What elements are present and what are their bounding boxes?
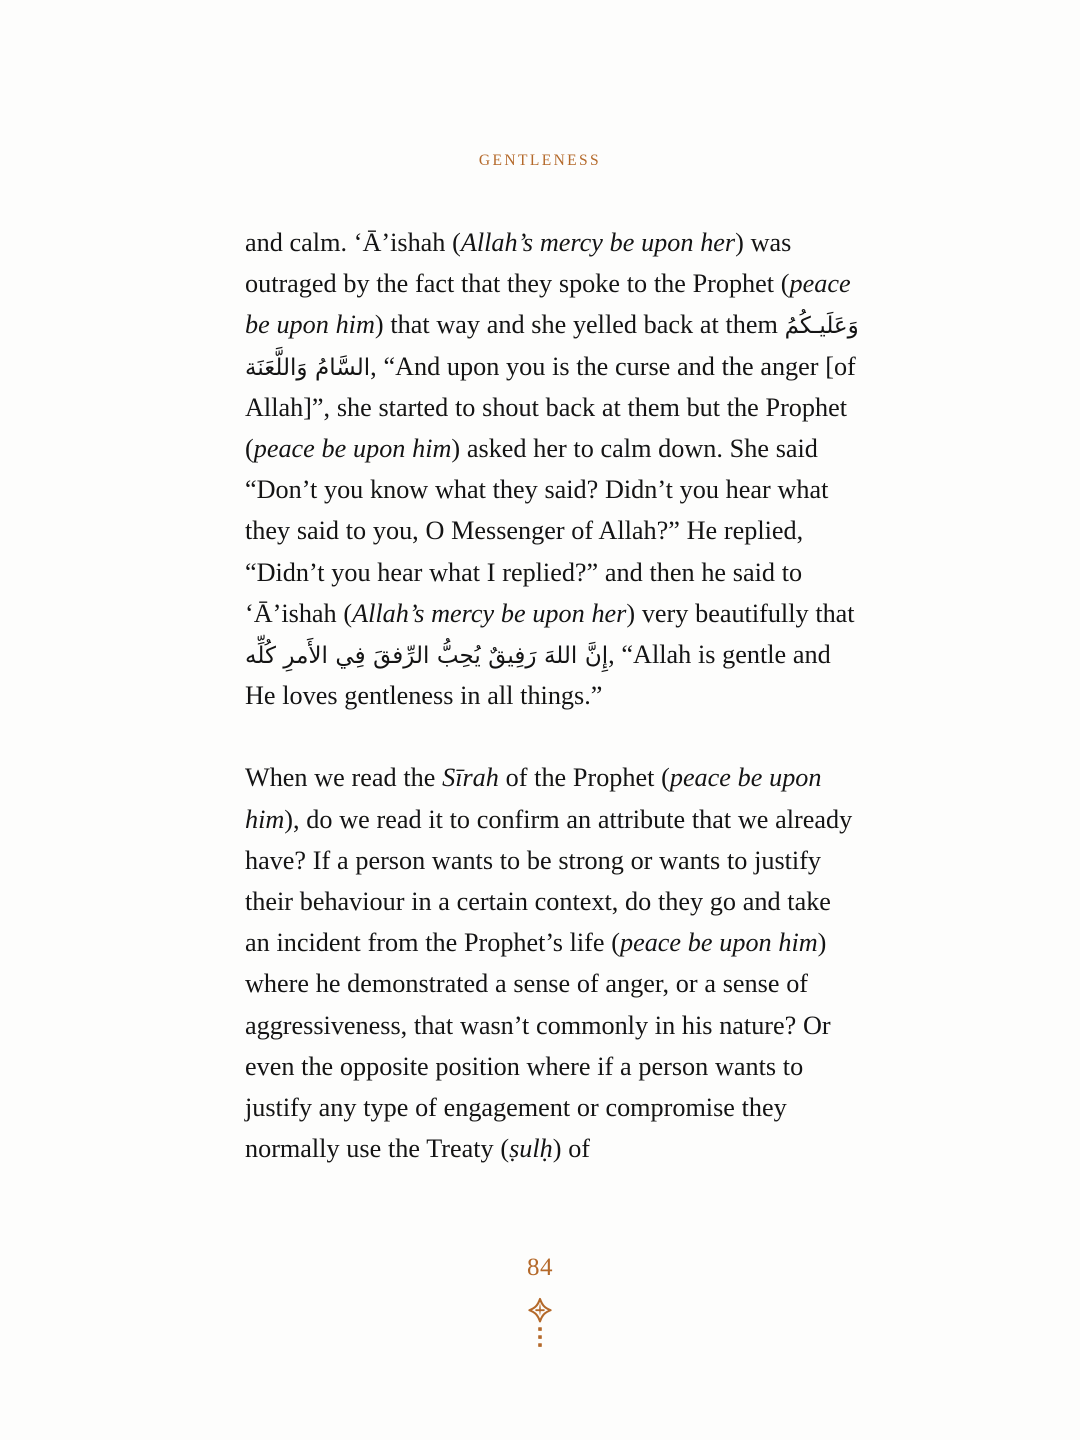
body-paragraph-1: and calm. ʻĀ’ishah (Allah’s mercy be upon her) was outraged by the fact that they spoke to the Prophet (peace be upon him) that way and she yelled back at them وَعَلَيـكُمُ السَّامُ وَاللَّعَنَة, “And upon you is the curse and the anger [of Allah]”, she started to shout back at them but the Prophet (peace be upon him) asked her to calm down. She said “Don’t you know what they said? Didn’t you hear what they said to you, O Messenger of Allah?” He replied, “Didn’t you hear what I replied?” and then he said to ʻĀ’ishah (Allah’s mercy be upon her) very beautifully that إِنَّ اللهَ رَفِيقٌ يُحِبُّ الرِّفقَ فِي الأَمرِ كُلِّه, “Allah is gentle and He loves gentleness in all things.” xyxy=(245,228,859,711)
italic-run: peace be upon him xyxy=(245,269,851,340)
arabic-quote: إِنَّ اللهَ رَفِيقٌ يُحِبُّ الرِّفقَ فِي الأَمرِ كُلِّه xyxy=(245,643,609,670)
italic-run: Sīrah xyxy=(442,763,499,793)
diamond-fleuron-ornament xyxy=(0,1297,1080,1351)
arabic-quote: وَعَلَيـكُمُ السَّامُ وَاللَّعَنَة xyxy=(245,313,859,381)
italic-run: peace be upon him xyxy=(620,928,818,958)
italic-run: Allah’s mercy be upon her xyxy=(352,598,627,628)
italic-run: peace be upon him xyxy=(253,434,452,464)
running-header-title: GENTLENESS xyxy=(478,152,602,169)
page-footer xyxy=(0,1255,1080,1351)
body-paragraph-2: When we read the Sīrah of the Prophet (peace be upon him), do we read it to confirm an attribute that we already have? If a person wants to be strong or wants to justify their behaviour in a certain context, do they go and take an incident from the Prophet’s life (peace be upon him) where he demonstrated a sense of anger, or a sense of aggressiveness, that wasn’t commonly in his nature? Or even the opposite position where if a person wants to justify any type of engagement or compromise they normally use the Treaty (ṣulḥ) of xyxy=(245,763,853,1164)
italic-run: peace be upon him xyxy=(245,763,822,834)
italic-run: ṣulḥ xyxy=(509,1134,553,1164)
italic-run: Allah’s mercy be upon her xyxy=(460,228,736,257)
page-number: 84 xyxy=(527,1254,553,1281)
text-column xyxy=(245,222,861,1169)
